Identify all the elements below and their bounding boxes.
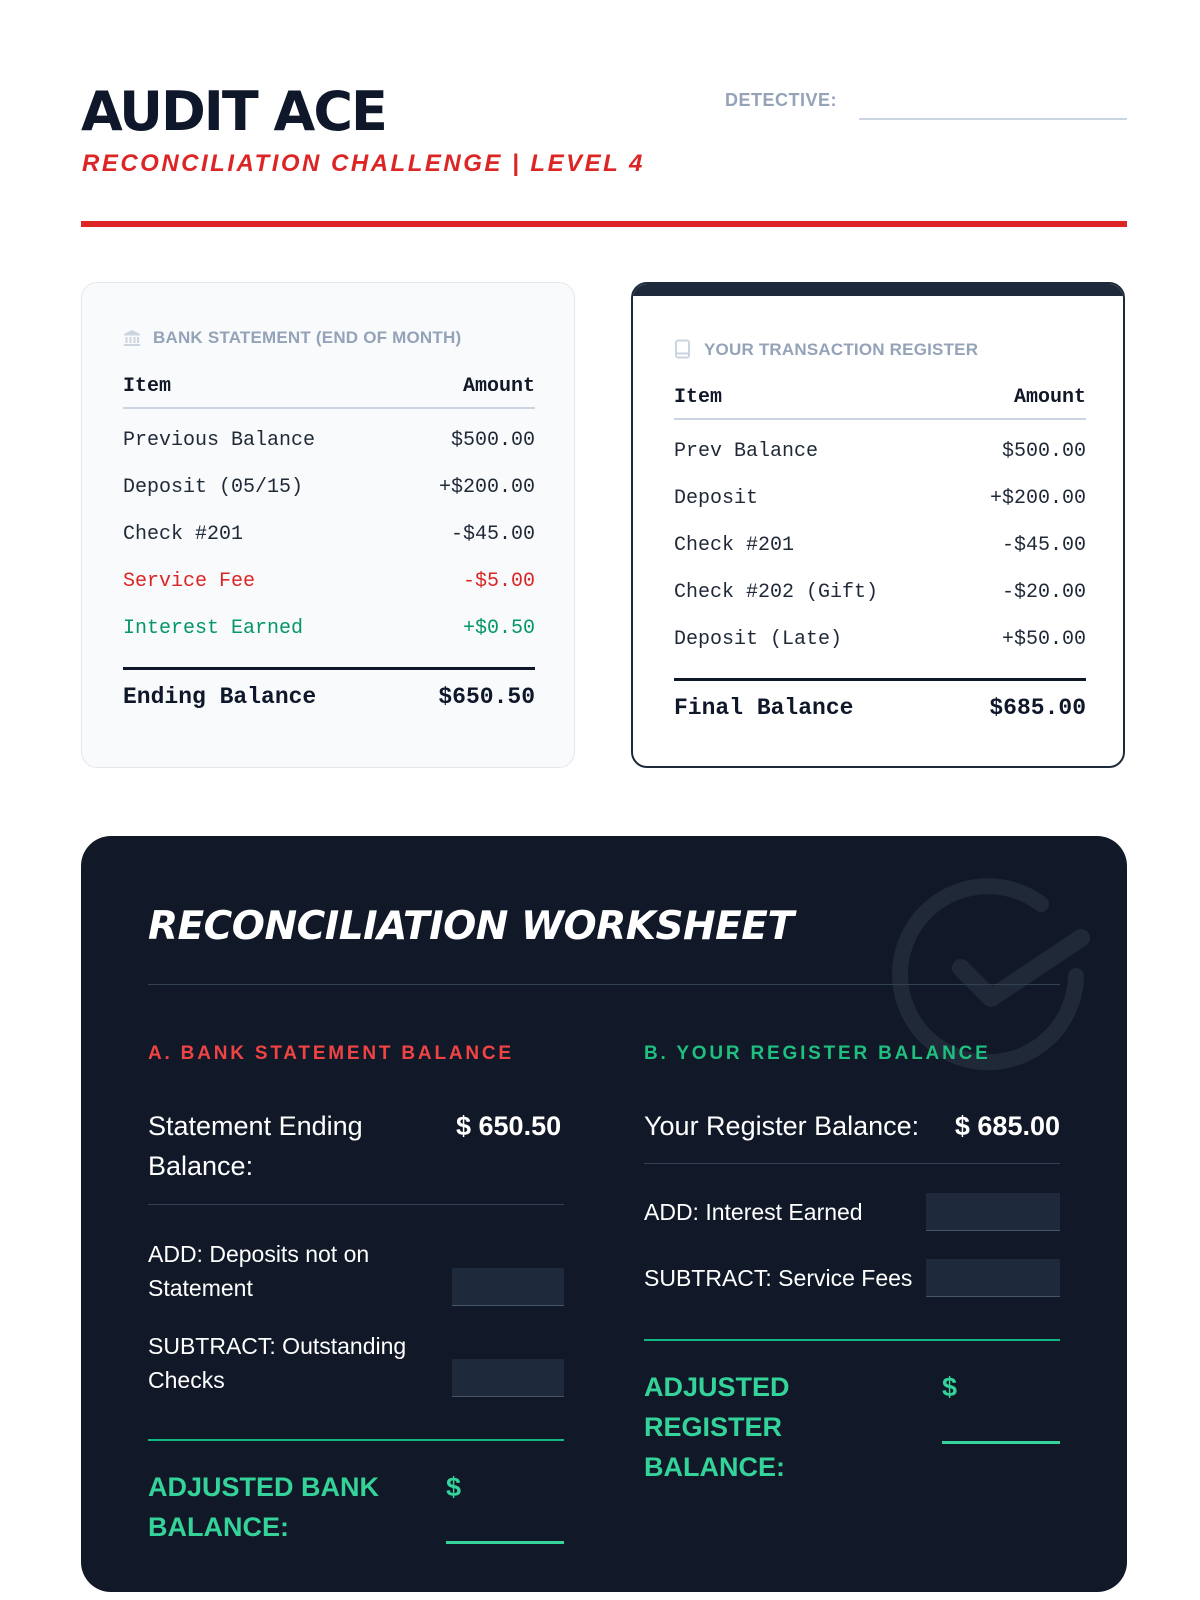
register-table	[674, 386, 1086, 721]
table-total-row	[674, 678, 1086, 721]
detective-field[interactable]	[725, 88, 1127, 122]
row-item: Deposit (Late)	[674, 628, 843, 651]
table-row-interest	[123, 605, 535, 652]
table-row	[674, 428, 1086, 475]
row-item: Service Fee	[123, 570, 256, 593]
row-amount: $500.00	[450, 429, 535, 452]
total-amount: $650.50	[438, 684, 535, 710]
service-fees-input[interactable]	[926, 1259, 1060, 1297]
adjusted-bank-balance-field[interactable]	[446, 1467, 564, 1544]
table-total-row	[123, 667, 535, 710]
row-item: Check #201	[674, 534, 795, 557]
register-balance-label: Your Register Balance:	[644, 1111, 920, 1141]
row-item: Deposit	[674, 487, 759, 510]
page-subtitle: RECONCILIATION CHALLENGE | LEVEL 4	[82, 150, 645, 177]
section-a	[148, 1106, 564, 1551]
row-amount: +$0.50	[462, 617, 535, 640]
row-amount: $500.00	[1001, 440, 1086, 463]
table-row	[674, 616, 1086, 663]
table-row	[674, 475, 1086, 522]
bank-statement-table	[123, 375, 535, 710]
deposits-not-on-statement-input[interactable]	[452, 1268, 564, 1306]
row-item: Deposit (05/15)	[123, 476, 304, 499]
service-fees-row	[644, 1247, 1060, 1313]
currency-symbol: $	[446, 1472, 462, 1502]
worksheet-title: RECONCILIATION WORKSHEET	[148, 904, 794, 949]
interest-earned-input[interactable]	[926, 1193, 1060, 1231]
bank-statement-heading-text: BANK STATEMENT (END OF MONTH)	[153, 328, 462, 347]
row-amount: +$50.00	[1001, 628, 1086, 651]
row-amount: -$45.00	[450, 523, 535, 546]
outstanding-checks-input[interactable]	[452, 1359, 564, 1397]
table-row	[674, 569, 1086, 616]
total-label: Ending Balance	[123, 684, 317, 710]
adjusted-bank-balance-row	[148, 1439, 564, 1551]
total-label: Final Balance	[674, 695, 854, 721]
row-amount: -$5.00	[462, 570, 535, 593]
bank-statement-card	[81, 282, 575, 768]
statement-balance-value: $ 650.50	[456, 1111, 562, 1141]
table-header	[674, 386, 1086, 420]
statement-balance-row	[148, 1106, 564, 1205]
adjusted-bank-balance-blank[interactable]	[446, 1507, 564, 1544]
detective-name-line[interactable]	[859, 118, 1127, 120]
adjusted-bank-balance-label: ADJUSTED BANK BALANCE:	[148, 1472, 380, 1542]
detective-label: DETECTIVE:	[725, 90, 838, 110]
table-row-fee	[123, 558, 535, 605]
table-header	[123, 375, 535, 409]
outstanding-checks-row	[148, 1319, 564, 1411]
table-row	[674, 522, 1086, 569]
register-card-topbar	[633, 284, 1123, 296]
row-item: Check #201	[123, 523, 244, 546]
row-amount: +$200.00	[438, 476, 535, 499]
currency-symbol: $	[942, 1372, 958, 1402]
total-amount: $685.00	[989, 695, 1086, 721]
book-icon	[674, 339, 692, 359]
reconciliation-worksheet	[81, 836, 1127, 1592]
section-b	[644, 1106, 1060, 1482]
row-amount: -$45.00	[1001, 534, 1086, 557]
register-balance-value: $ 685.00	[954, 1111, 1060, 1141]
row-item: Prev Balance	[674, 440, 819, 463]
row-item: Interest Earned	[123, 617, 304, 640]
bank-statement-heading	[123, 328, 461, 348]
row-amount: -$20.00	[1001, 581, 1086, 604]
section-b-heading: B. YOUR REGISTER BALANCE	[644, 1043, 991, 1064]
register-heading-text: YOUR TRANSACTION REGISTER	[704, 340, 979, 359]
worksheet-divider	[148, 984, 1060, 985]
row-amount: +$200.00	[989, 487, 1086, 510]
header-divider	[81, 221, 1127, 227]
adjusted-register-balance-row	[644, 1339, 1060, 1482]
outstanding-checks-label: SUBTRACT: Outstanding Checks	[148, 1333, 407, 1393]
page-title: AUDIT ACE	[81, 80, 386, 143]
section-a-heading: A. BANK STATEMENT BALANCE	[148, 1043, 514, 1064]
deposits-not-on-statement-row	[148, 1227, 564, 1319]
service-fees-label: SUBTRACT: Service Fees	[644, 1265, 913, 1291]
row-item: Check #202 (Gift)	[674, 581, 879, 604]
register-heading	[674, 339, 978, 360]
table-row	[123, 417, 535, 464]
adjusted-register-balance-field[interactable]	[942, 1367, 1060, 1444]
column-header-item: Item	[674, 386, 723, 409]
table-row	[123, 511, 535, 558]
register-card	[631, 282, 1125, 768]
column-header-item: Item	[123, 375, 172, 398]
column-header-amount: Amount	[1013, 386, 1086, 409]
adjusted-register-balance-blank[interactable]	[942, 1407, 1060, 1444]
column-header-amount: Amount	[462, 375, 535, 398]
bank-icon	[123, 329, 141, 347]
interest-earned-label: ADD: Interest Earned	[644, 1199, 863, 1225]
adjusted-register-balance-label: ADJUSTED REGISTER BALANCE:	[644, 1372, 790, 1482]
register-balance-row	[644, 1106, 1060, 1164]
row-item: Previous Balance	[123, 429, 316, 452]
interest-earned-row	[644, 1181, 1060, 1247]
deposits-not-on-statement-label: ADD: Deposits not on Statement	[148, 1241, 370, 1301]
statement-balance-label: Statement Ending Balance:	[148, 1111, 363, 1181]
table-row	[123, 464, 535, 511]
